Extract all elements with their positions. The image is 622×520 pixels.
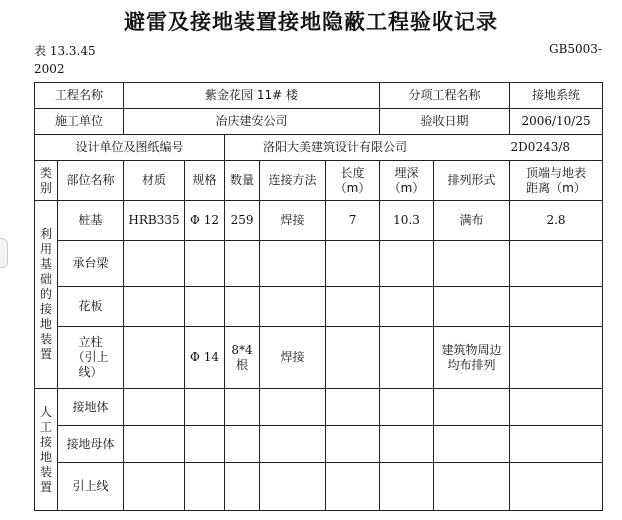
cell-material xyxy=(124,287,185,327)
col-method: 连接方法 xyxy=(260,161,326,201)
col-category: 类 别 xyxy=(35,161,58,201)
cell-depth xyxy=(380,389,434,426)
form-title: 避雷及接地装置接地隐蔽工程验收记录 xyxy=(124,9,498,34)
design-unit: 洛阳大美建筑设计有限公司 xyxy=(263,140,408,154)
category-char: 基 xyxy=(39,257,52,271)
cell-line: （引上 xyxy=(72,350,109,364)
category-cell xyxy=(35,201,58,389)
cell-line: 线） xyxy=(78,365,103,379)
cell-line: 花板 xyxy=(78,299,103,313)
cell-length xyxy=(326,241,380,287)
date-value: 2006/10/25 xyxy=(510,109,603,135)
cell-spec xyxy=(185,426,225,463)
cell-material: HRB335 xyxy=(124,201,185,241)
cell-layout xyxy=(434,287,510,327)
sub-project-label: 分项工程名称 xyxy=(380,83,510,109)
col-part: 部位名称 xyxy=(58,161,124,201)
cell-method xyxy=(260,426,326,463)
design-drawing-number: 2D0243/8 xyxy=(510,140,571,154)
cell-depth xyxy=(380,241,434,287)
cell-material xyxy=(124,389,185,426)
cell-part xyxy=(58,426,124,463)
cell-distance: 2.8 xyxy=(510,201,603,241)
standard-code: GB5003- xyxy=(549,42,602,56)
cell-line: 均布排列 xyxy=(447,357,496,372)
cell-distance xyxy=(510,287,603,327)
category-char: 地 xyxy=(39,317,52,331)
design-value xyxy=(225,135,603,161)
table-row xyxy=(35,241,603,287)
category-char: 础 xyxy=(39,272,52,286)
col-length: 长度 （m） xyxy=(326,161,380,201)
cell-part xyxy=(58,327,124,389)
col-qty: 数量 xyxy=(225,161,260,201)
cell-depth: 10.3 xyxy=(380,201,434,241)
cell-part xyxy=(58,463,124,511)
cell-distance xyxy=(510,241,603,287)
cell-layout xyxy=(434,426,510,463)
col-material: 材质 xyxy=(124,161,185,201)
table-row xyxy=(35,389,603,426)
table-row xyxy=(35,201,603,241)
col-depth: 埋深 （m） xyxy=(380,161,434,201)
cell-length xyxy=(326,287,380,327)
cell-length xyxy=(326,426,380,463)
category-char: 工 xyxy=(39,419,52,434)
cell-spec: Φ 12 xyxy=(185,201,225,241)
sub-project-value: 接地系统 xyxy=(510,83,603,109)
cell-line: 259 xyxy=(230,213,254,227)
category-cell xyxy=(35,389,58,511)
cell-spec: Φ 14 xyxy=(185,327,225,389)
cell-line: 引上线 xyxy=(72,479,109,493)
cell-spec xyxy=(185,463,225,511)
table-row xyxy=(35,426,603,463)
category-char: 接 xyxy=(39,434,52,449)
cell-qty xyxy=(225,463,260,511)
cell-length xyxy=(326,327,380,389)
cell-layout xyxy=(434,463,510,511)
cell-spec xyxy=(185,287,225,327)
date-label: 验收日期 xyxy=(380,109,510,135)
category-char: 地 xyxy=(39,449,52,464)
category-char: 置 xyxy=(39,479,52,494)
cell-line: 8*4 xyxy=(231,342,253,357)
category-char: 用 xyxy=(39,242,52,256)
form-code xyxy=(34,42,96,78)
cell-distance xyxy=(510,463,603,511)
cell-depth xyxy=(380,426,434,463)
cell-part xyxy=(58,241,124,287)
contractor-value: 冶庆建安公司 xyxy=(124,109,380,135)
cell-line: 桩基 xyxy=(78,213,103,227)
form-code-line-1: 表 13.3.45 xyxy=(34,44,96,58)
cell-layout xyxy=(434,327,510,389)
table-row xyxy=(35,327,603,389)
cell-material xyxy=(124,241,185,287)
acceptance-table xyxy=(34,82,603,511)
cell-material xyxy=(124,327,185,389)
table-row xyxy=(35,463,603,511)
cell-distance xyxy=(510,327,603,389)
cell-length xyxy=(326,389,380,426)
cell-material xyxy=(124,463,185,511)
cell-spec xyxy=(185,241,225,287)
cell-method: 焊接 xyxy=(260,201,326,241)
col-spec: 规格 xyxy=(185,161,225,201)
category-char: 利 xyxy=(39,227,52,241)
col-layout: 排列形式 xyxy=(434,161,510,201)
cell-method xyxy=(260,463,326,511)
cell-line: 承台梁 xyxy=(72,256,109,270)
cell-length xyxy=(326,463,380,511)
scroll-handle[interactable] xyxy=(0,238,8,268)
category-char: 的 xyxy=(39,287,52,301)
cell-line: 建筑物周边 xyxy=(441,342,502,357)
cell-distance xyxy=(510,389,603,426)
category-char: 装 xyxy=(39,332,52,346)
cell-method xyxy=(260,287,326,327)
cell-spec xyxy=(185,389,225,426)
design-label: 设计单位及图纸编号 xyxy=(35,135,225,161)
cell-part xyxy=(58,389,124,426)
project-value: 紫金花园 11# 楼 xyxy=(124,83,380,109)
cell-line: 根 xyxy=(236,357,249,372)
cell-part xyxy=(58,201,124,241)
cell-depth xyxy=(380,287,434,327)
cell-depth xyxy=(380,327,434,389)
cell-method xyxy=(260,389,326,426)
category-char: 装 xyxy=(39,464,52,479)
project-label: 工程名称 xyxy=(35,83,124,109)
cell-line: 满布 xyxy=(459,213,484,227)
category-char: 置 xyxy=(39,347,52,361)
design-row xyxy=(35,135,603,161)
column-header-row xyxy=(35,161,603,201)
cell-distance xyxy=(510,426,603,463)
contractor-row xyxy=(35,109,603,135)
cell-qty xyxy=(225,327,260,389)
cell-layout xyxy=(434,201,510,241)
col-distance: 顶端与地表 距离（m） xyxy=(510,161,603,201)
cell-depth xyxy=(380,463,434,511)
cell-layout xyxy=(434,241,510,287)
cell-qty xyxy=(225,389,260,426)
cell-layout xyxy=(434,389,510,426)
table-row xyxy=(35,287,603,327)
cell-length: 7 xyxy=(326,201,380,241)
form-code-line-2: 2002 xyxy=(34,62,65,76)
cell-method: 焊接 xyxy=(260,327,326,389)
cell-qty xyxy=(225,201,260,241)
cell-qty xyxy=(225,241,260,287)
cell-line: 接地体 xyxy=(72,399,109,414)
cell-qty xyxy=(225,287,260,327)
cell-method xyxy=(260,241,326,287)
cell-part xyxy=(58,287,124,327)
cell-qty xyxy=(225,426,260,463)
category-char: 接 xyxy=(39,302,52,316)
contractor-label: 施工单位 xyxy=(35,109,124,135)
cell-line: 立柱 xyxy=(78,335,103,349)
category-char: 人 xyxy=(39,404,52,419)
cell-line: 接地母体 xyxy=(66,436,115,451)
project-row xyxy=(35,83,603,109)
cell-material xyxy=(124,426,185,463)
